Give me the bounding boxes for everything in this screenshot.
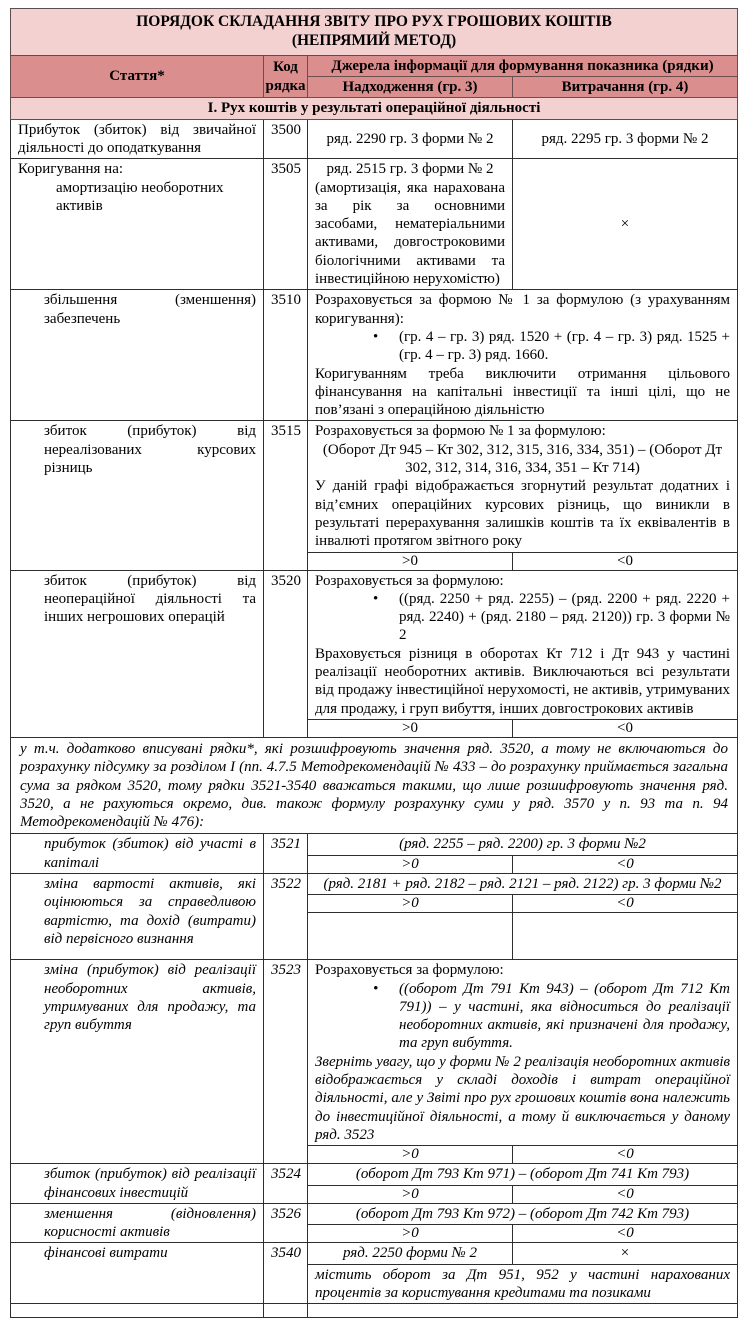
- row-3505-income-line1: ряд. 2515 гр. 3 форми № 2: [326, 161, 494, 178]
- row-3510-label: збільшення (зменшення) забезпечень: [44, 292, 256, 327]
- row-3521-formula: (ряд. 2255 – ряд. 2200) гр. 3 форми №2: [308, 834, 738, 855]
- row-3523-spending-sign: <0: [513, 1146, 738, 1164]
- row-3521-spending-sign: <0: [513, 855, 738, 873]
- row-3521: [11, 834, 738, 855]
- row-3515-code: 3515: [264, 421, 308, 570]
- bullet-icon: •: [373, 590, 379, 607]
- row-3500: [11, 119, 738, 159]
- row-3520-label: збиток (прибуток) від неопераційної діяльності та інших негрошових операцій: [44, 572, 256, 626]
- col-header-spending: Витрачання (гр. 4): [513, 77, 738, 98]
- row-3523-label: зміна (прибуток) від реалізації необоротних активів, утримуваних для продажу, та груп вибуття: [44, 962, 256, 1034]
- row-3523-bullet-item: [315, 980, 730, 1053]
- row-3520-income-sign: >0: [308, 719, 513, 737]
- col-header-article: Стаття*: [11, 55, 264, 98]
- row-3540-note-cell: [308, 1264, 738, 1304]
- row-3522-spending-empty: [513, 913, 738, 960]
- note-3520-row: [11, 737, 738, 833]
- row-3521-income-sign: >0: [308, 855, 513, 873]
- row-3520-bullet-item: [315, 590, 730, 645]
- row-3526-spending-sign: <0: [513, 1225, 738, 1243]
- row-3522-income-sign: >0: [308, 895, 513, 913]
- row-3510: [11, 290, 738, 421]
- row-3510-text1: Розраховується за формою № 1 за формулою (з урахуванням коригування):: [315, 292, 730, 327]
- row-3510-bullet-item: [315, 328, 730, 365]
- row-3500-label: Прибуток (збиток) від звичайної діяльності до оподаткування: [18, 121, 256, 156]
- row-3523-income-sign: >0: [308, 1146, 513, 1164]
- row-3521-label-cell: [11, 834, 264, 874]
- empty-code-cell: [264, 1304, 308, 1318]
- row-3510-sources-cell: [308, 290, 738, 421]
- row-3523-text1: Розраховується за формулою:: [315, 962, 504, 979]
- row-3526: [11, 1203, 738, 1224]
- empty-row: [11, 1304, 738, 1318]
- row-3524-formula: (оборот Дт 793 Кт 971) – (оборот Дт 741 Кт 793): [308, 1164, 738, 1185]
- empty-sources-cell: [308, 1304, 738, 1318]
- row-3526-label: зменшення (відновлення) корисності активів: [44, 1205, 256, 1241]
- row-3510-label-cell: [11, 290, 264, 421]
- row-3520-text2: Враховується різниця в оборотах Кт 712 і Дт 943 у частині реалізації необоротних активів. Виключаються всі результати від продажу інвестиційної нерухомості, не активів, утримуваних для продажу, і груп вибуття, інших довгострокових активів: [315, 645, 730, 717]
- row-3515-spending-sign: <0: [513, 552, 738, 570]
- row-3540: [11, 1243, 738, 1264]
- row-3505-income-cell: [308, 159, 513, 290]
- row-3526-label-cell: [11, 1203, 264, 1243]
- col-header-income: Надходження (гр. 3): [308, 77, 513, 98]
- row-3523-label-cell: [11, 960, 264, 1164]
- row-3520: [11, 570, 738, 719]
- row-3524-spending-sign: <0: [513, 1185, 738, 1203]
- row-3522-income-empty: [308, 913, 513, 960]
- bullet-icon: •: [373, 328, 379, 345]
- row-3523-formula: ((оборот Дт 791 Кт 943) – (оборот Дт 712 Кт 791)) – у частині, яка відноситься до реалізації необоротних активів, які призначені для продажу, та груп вибуття.: [399, 980, 730, 1052]
- row-3505-label-main: Коригування на:: [18, 161, 124, 178]
- note-3520-text: у т.ч. додатково вписувані рядки*, які розшифровують значення ряд. 3520, а тому не включаються до розрахунку підсумку за розділом І (пп. 4.7.5 Методрекомендацій № 433 – до розрахунку приймається загальна сума за рядком 3520, тому рядки 3521-3540 вважаться такими, що лише розшифровують значення ряд. 3520, а не рахуються окремо, див. також формулу розрахунку суми у ряд. 3570 у п. 93 та п. 94 Методрекомендацій № 476):: [20, 740, 728, 831]
- column-header-row-1: [11, 55, 738, 76]
- row-3510-formula: (гр. 4 – гр. 3) ряд. 1520 + (гр. 4 – гр. 3) ряд. 1525 + (гр. 4 – гр. 3) ряд. 1660.: [399, 328, 730, 364]
- row-3505-income-rest: (амортизація, яка нарахована за рік за основними засобами, нематеріальними активами, довгостроковими біологічними активами та інвестиційною нерухомістю): [315, 179, 505, 288]
- row-3505-label-cell: [11, 159, 264, 290]
- row-3500-income: ряд. 2290 гр. 3 форми № 2: [308, 119, 513, 159]
- row-3505: [11, 159, 738, 290]
- row-3515-sources-cell: [308, 421, 738, 552]
- row-3524: [11, 1164, 738, 1185]
- row-3515-formula: (Оборот Дт 945 – Кт 302, 312, 315, 316, 334, 351) – (Оборот Дт 302, 312, 314, 316, 334, 351 – Кт 714): [322, 441, 723, 477]
- row-3540-spending: ×: [513, 1243, 738, 1264]
- row-3520-text1: Розраховується за формулою:: [315, 572, 504, 589]
- row-3505-label-sub: амортизацію необоротних активів: [56, 179, 224, 214]
- row-3515-text2: У даній графі відображається згорнутий результат додатних і від’ємних операційних курсових різниць, що виникли в результаті перерахування залишків коштів та їх еквівалентів в інвалюті протягом звітного року: [315, 478, 730, 550]
- row-3526-formula: (оборот Дт 793 Кт 972) – (оборот Дт 742 Кт 793): [308, 1203, 738, 1224]
- row-3522-formula: (ряд. 2181 + ряд. 2182 – ряд. 2121 – ряд. 2122) гр. 3 форми №2: [308, 873, 738, 894]
- section-1-row: [11, 98, 738, 119]
- title-row: [11, 9, 738, 56]
- row-3521-label: прибуток (збиток) від участі в капіталі: [44, 836, 256, 871]
- row-3540-note-text: містить оборот за Дт 951, 952 у частині нарахованих процентів за користування кредитами та позиками: [315, 1266, 730, 1302]
- row-3522-code: 3522: [264, 873, 308, 959]
- row-3520-sources-cell: [308, 570, 738, 719]
- row-3523-code: 3523: [264, 960, 308, 1164]
- row-3524-label: збиток (прибуток) від реалізації фінансових інвестицій: [44, 1166, 256, 1201]
- row-3515: [11, 421, 738, 552]
- row-3524-code: 3524: [264, 1164, 308, 1204]
- row-3523-sources-cell: [308, 960, 738, 1146]
- row-3505-code: 3505: [264, 159, 308, 290]
- report-title-cell: [11, 9, 738, 56]
- row-3524-income-sign: >0: [308, 1185, 513, 1203]
- row-3515-label: збиток (прибуток) від нереалізованих курсових різниць: [44, 423, 256, 477]
- cash-flow-report-table: [10, 8, 738, 1318]
- row-3500-spending: ряд. 2295 гр. 3 форми № 2: [513, 119, 738, 159]
- col-header-sources: Джерела інформації для формування показника (рядки): [308, 55, 738, 76]
- row-3540-label-cell: [11, 1243, 264, 1304]
- row-3522: [11, 873, 738, 894]
- row-3520-label-cell: [11, 570, 264, 737]
- row-3540-label: фінансові витрати: [44, 1245, 168, 1262]
- row-3505-spending: ×: [513, 159, 738, 290]
- report-title-line1: ПОРЯДОК СКЛАДАННЯ ЗВІТУ ПРО РУХ ГРОШОВИХ КОШТІВ: [136, 13, 612, 30]
- row-3522-label-cell: [11, 873, 264, 959]
- note-3520-cell: [11, 737, 738, 833]
- section-1-title: І. Рух коштів у результаті операційної діяльності: [11, 98, 738, 119]
- bullet-icon: •: [373, 980, 379, 997]
- row-3515-text1: Розраховується за формою № 1 за формулою:: [315, 423, 606, 440]
- row-3510-code: 3510: [264, 290, 308, 421]
- row-3524-label-cell: [11, 1164, 264, 1204]
- row-3520-code: 3520: [264, 570, 308, 737]
- col-header-code: Код рядка: [264, 55, 308, 98]
- row-3500-label-cell: [11, 119, 264, 159]
- row-3520-spending-sign: <0: [513, 719, 738, 737]
- row-3520-formula: ((ряд. 2250 + ряд. 2255) – (ряд. 2200 + ряд. 2220 + ряд. 2240) + (ряд. 2180 – ряд. 2120)) гр. 3 форми № 2: [399, 590, 730, 644]
- row-3540-income: ряд. 2250 форми № 2: [308, 1243, 513, 1264]
- row-3523: [11, 960, 738, 1146]
- row-3522-spending-sign: <0: [513, 895, 738, 913]
- row-3523-text2: Зверніть увагу, що у форми № 2 реалізація необоротних активів відображається у складі доходів і витрат операційної діяльності, але у Звіті про рух грошових коштів вона належить до інвестиційної діяльності, а тому й виключається у даному ряд. 3523: [315, 1053, 730, 1143]
- row-3515-label-cell: [11, 421, 264, 570]
- row-3540-code: 3540: [264, 1243, 308, 1304]
- report-title-line2: (НЕПРЯМИЙ МЕТОД): [291, 31, 457, 49]
- row-3510-text2: Коригуванням треба виключити отримання цільового фінансування на капітальні інвестиції та інші цілі, що не пов’язані з операційною діяльністю: [315, 365, 730, 419]
- row-3500-code: 3500: [264, 119, 308, 159]
- row-3526-income-sign: >0: [308, 1225, 513, 1243]
- row-3522-label: зміна вартості активів, які оцінюються за справедливою вартістю, та дохід (витрати) від первісного визнання: [44, 875, 256, 947]
- row-3521-code: 3521: [264, 834, 308, 874]
- row-3515-income-sign: >0: [308, 552, 513, 570]
- empty-label-cell: [11, 1304, 264, 1318]
- row-3526-code: 3526: [264, 1203, 308, 1243]
